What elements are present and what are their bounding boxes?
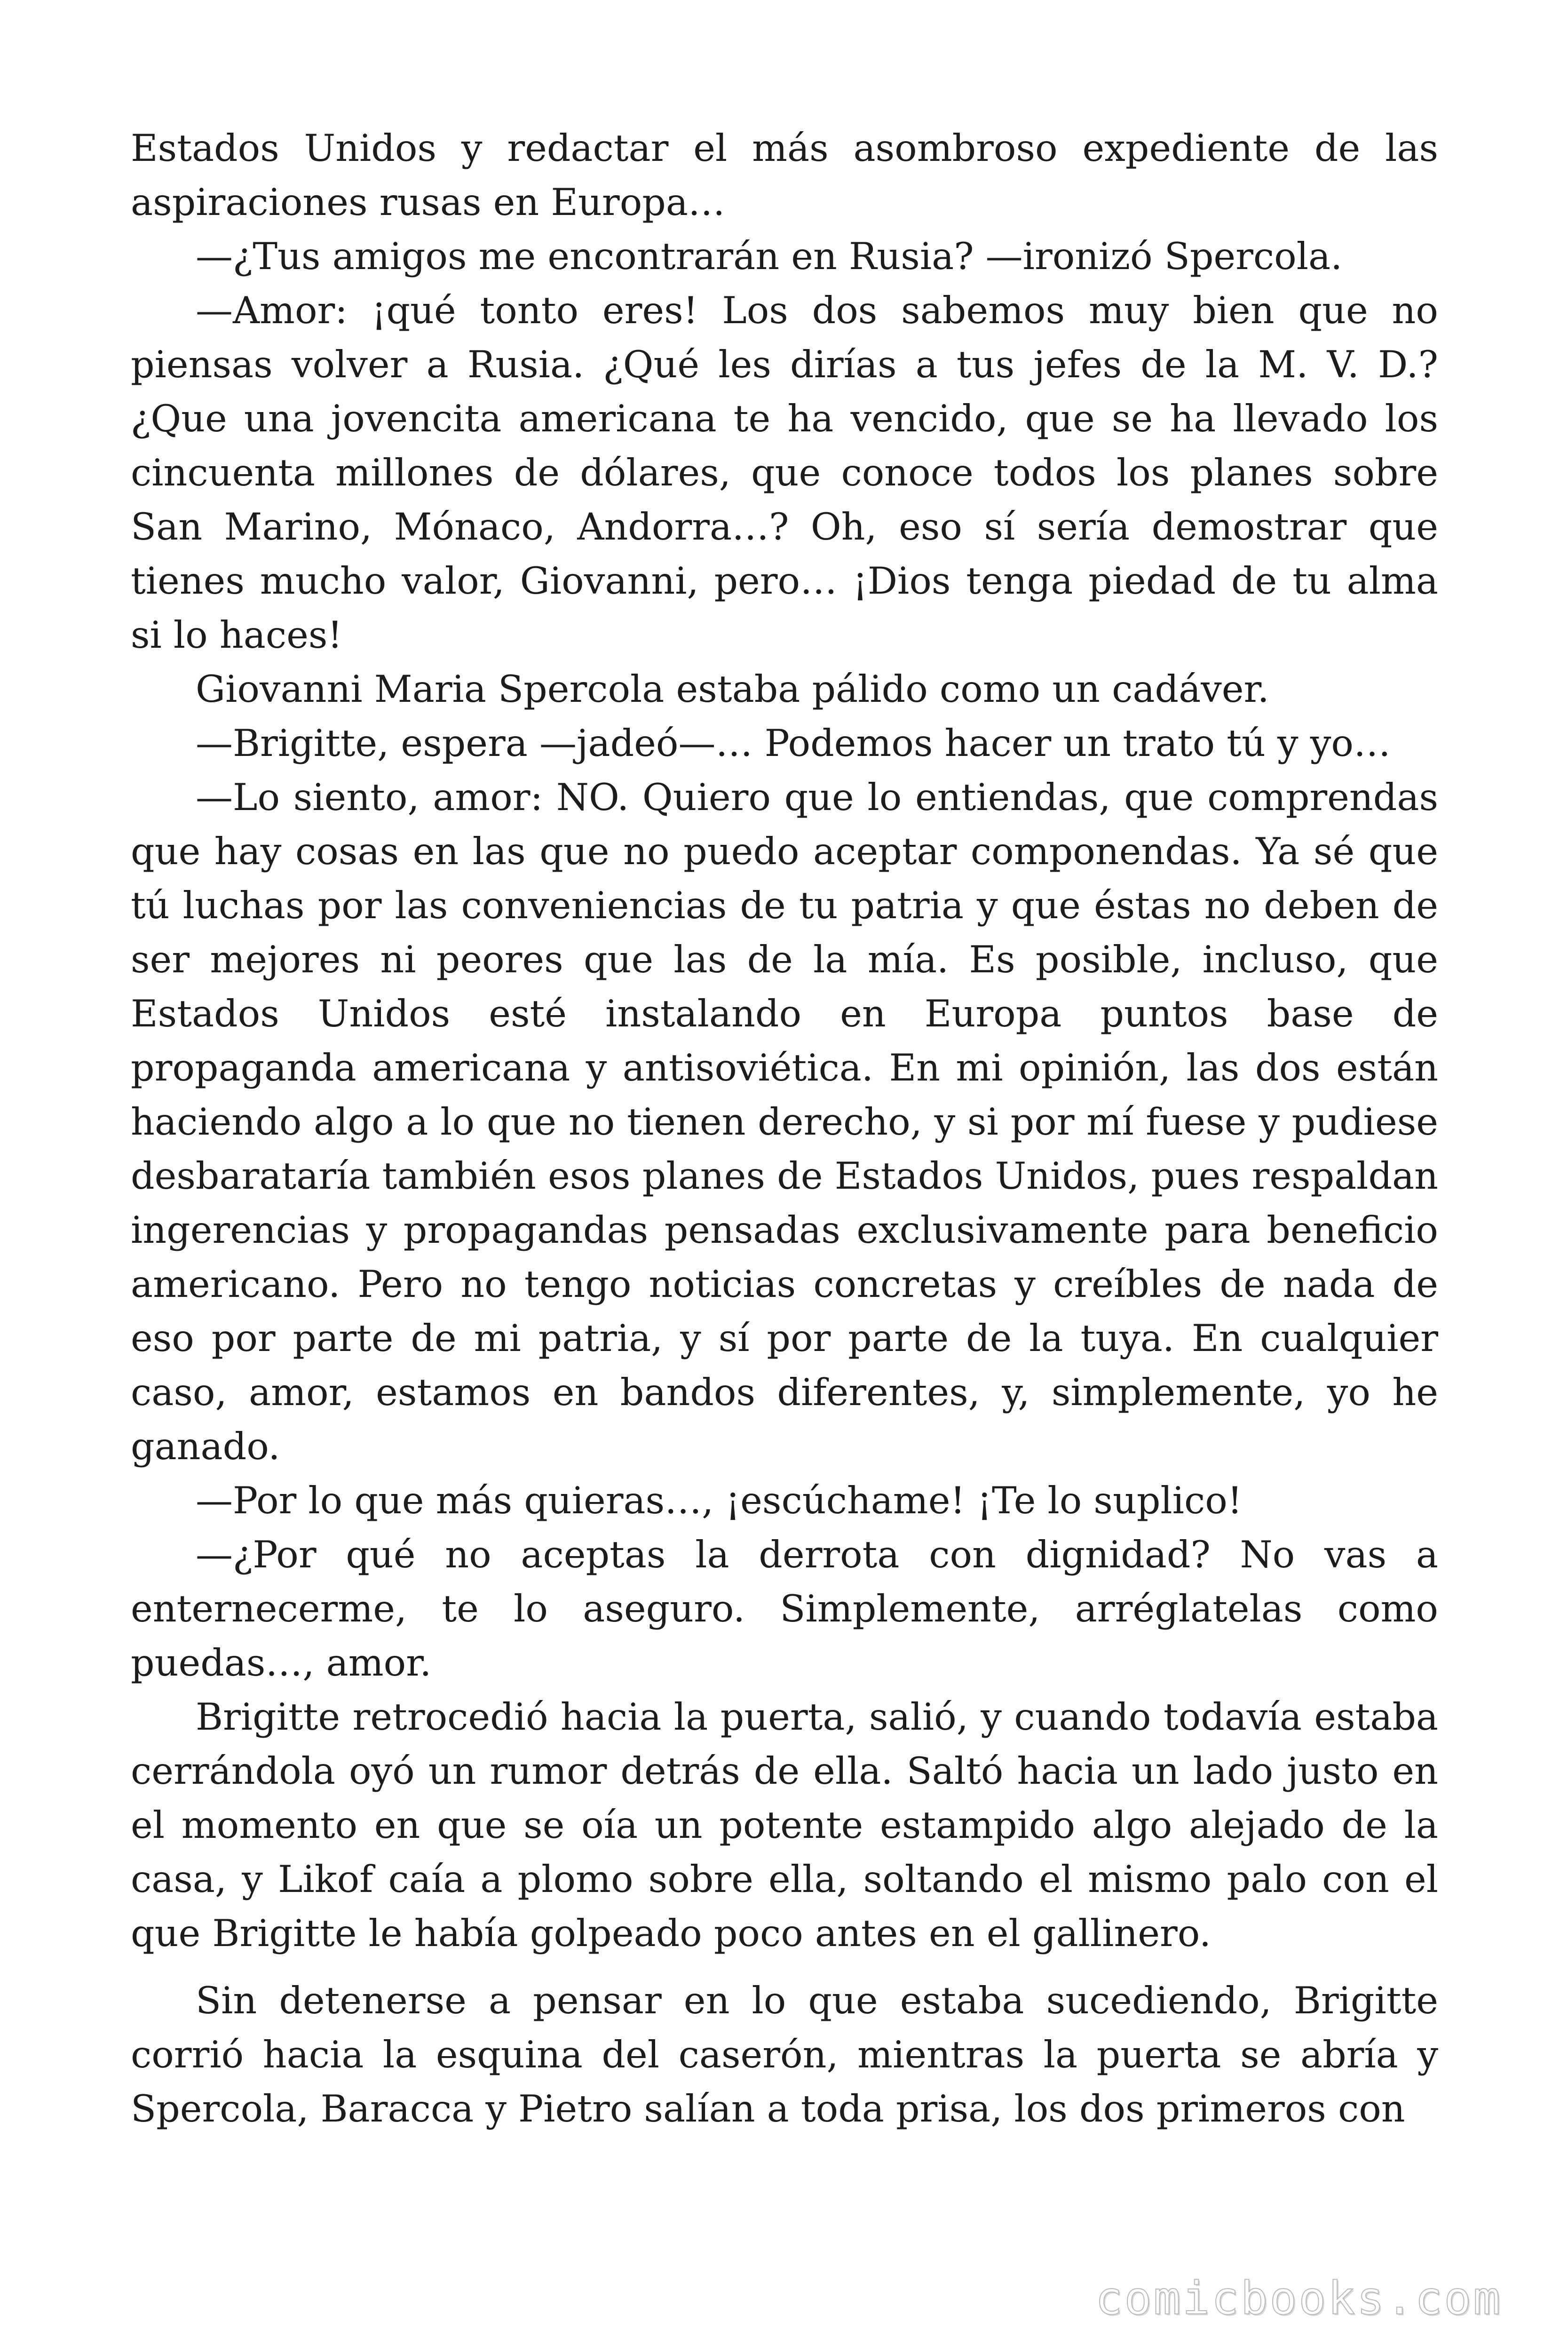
paragraph-3: —Amor: ¡qué tonto eres! Los dos sabemos muy bien que no piensas volver a Rusia. ¿Qué les dirías a tus jefes de la M. V. D.? ¿Que una jovencita americana te ha vencido, que se ha llevado los cincuenta millones de dólares, que conoce todos los planes sobre San Marino, Mónaco, Andorra…? Oh, eso sí sería demostrar que tienes mucho valor, Giovanni, pero… ¡Dios tenga piedad de tu alma si lo haces! (131, 289, 1438, 657)
paragraph-9: Brigitte retrocedió hacia la puerta, salió, y cuando todavía estaba cerrándola oyó un rumor detrás de ella. Saltó hacia un lado justo en el momento en que se oía un potente estampido algo alejado de la casa, y Likof caía a plomo sobre ella, soltando el mismo palo con el que Brigitte le había golpeado poco antes en el gallinero. (131, 1695, 1438, 1955)
paragraph-10: Sin detenerse a pensar en lo que estaba sucediendo, Brigitte corrió hacia la esquina del caserón, mientras la puerta se abría y Spercola, Baracca y Pietro salían a toda prisa, los dos primeros con (131, 1979, 1438, 2130)
paragraph-1: Estados Unidos y redactar el más asombroso expediente de las aspiraciones rusas en Europa… (131, 127, 1438, 224)
paragraph-4: Giovanni Maria Spercola estaba pálido como un cadáver. (196, 667, 1269, 711)
paragraph-6: —Lo siento, amor: NO. Quiero que lo entiendas, que comprendas que hay cosas en las que no puedo aceptar componendas. Ya sé que tú luchas por las conveniencias de tu patria y que éstas no deben de ser mejores ni peores que las de la mía. Es posible, incluso, que Estados Unidos esté instalando en Europa puntos base de propaganda americana y antisoviética. En mi opinión, las dos están haciendo algo a lo que no tienen derecho, y si por mí fuese y pudiese desbarataría también esos planes de Estados Unidos, pues respaldan ingerencias y propagandas pensadas exclusivamente para beneficio americano. Pero no tengo noticias concretas y creíbles de nada de eso por parte de mi patria, y sí por parte de la tuya. En cualquier caso, amor, estamos en bandos diferentes, y, simplemente, yo he ganado. (131, 776, 1438, 1468)
paragraph-2: —¿Tus amigos me encontrarán en Rusia? —ironizó Spercola. (196, 235, 1343, 278)
paragraph-8: —¿Por qué no aceptas la derrota con dignidad? No vas a enternecerme, te lo aseguro. Simplemente, arréglatelas como puedas…, amor. (131, 1533, 1438, 1685)
paragraph-7: —Por lo que más quieras…, ¡escúchame! ¡Te lo suplico! (196, 1479, 1243, 1522)
paragraph-5: —Brigitte, espera —jadeó—… Podemos hacer un trato tú y yo… (196, 722, 1391, 765)
page-text (131, 121, 1438, 2136)
watermark-logo: comicbooks.com (1095, 2272, 1502, 2325)
